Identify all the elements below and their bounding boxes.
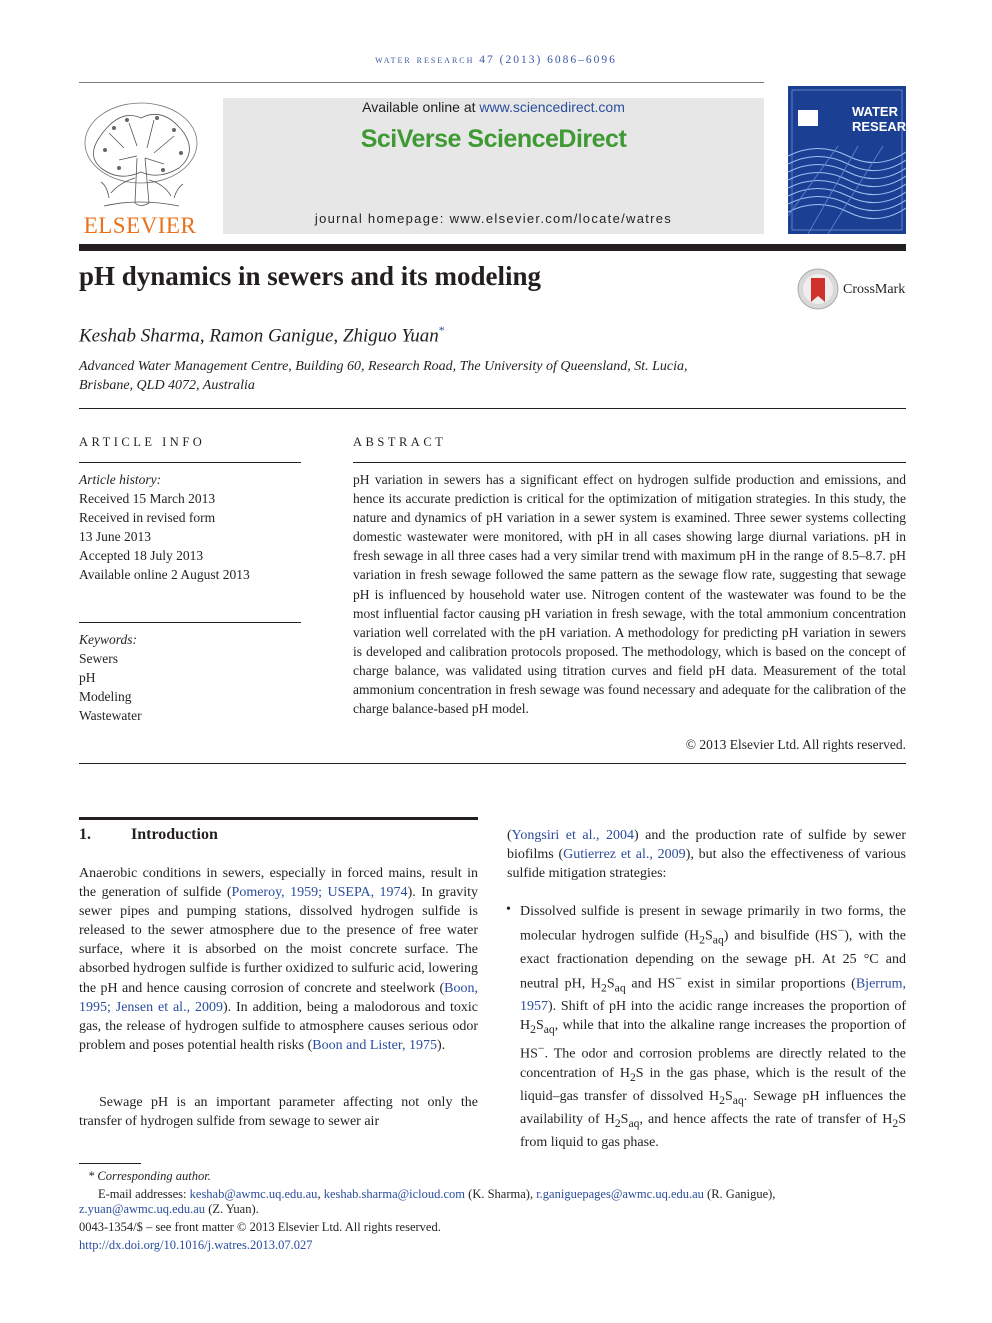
citation-link[interactable]: Boon and Lister, 1975: [312, 1037, 437, 1053]
abstract-rule: [353, 462, 906, 463]
text-run: S: [606, 976, 615, 992]
cover-title: [852, 105, 898, 119]
subscript: 2: [699, 933, 705, 947]
text-run: S in the gas phase, which is the result of the liquid–gas transfer of dissolved H: [520, 1066, 906, 1104]
author-list: [79, 323, 445, 347]
citation-link[interactable]: Bjerrum, 1957: [520, 976, 906, 1015]
text-run: ), with the exact fractionation depending on the sewage pH. At 25 °C and neutral pH, H: [520, 928, 907, 992]
text-run: S: [724, 1088, 733, 1104]
text-run: (K. Sharma),: [465, 1187, 537, 1201]
citation-link[interactable]: Gutierrez et al., 2009: [563, 847, 686, 863]
footnote-rule: [79, 1163, 141, 1164]
subscript: aq: [543, 1023, 555, 1037]
email-link[interactable]: r.ganiguepages@awmc.uq.edu.au: [536, 1187, 704, 1201]
crossmark-icon[interactable]: [797, 268, 839, 310]
elsevier-wordmark: ELSEVIER: [83, 213, 197, 238]
subscript: 2: [629, 1070, 636, 1084]
header-top-rule: [79, 82, 764, 83]
bullet-item-1: [520, 902, 906, 1152]
text-run: S: [704, 928, 713, 944]
text-run: (: [507, 828, 512, 843]
keywords-rule: [79, 622, 301, 623]
text-run: ) and the production rate of sulfide by sewer biofilms (: [507, 828, 907, 863]
article-title: pH dynamics in sewers and its modeling: [79, 261, 542, 291]
text-run: S: [535, 1018, 544, 1034]
section-title: Introduction: [131, 826, 218, 843]
text-run: E-mail addresses:: [98, 1187, 190, 1201]
subscript: aq: [628, 1116, 640, 1130]
doi-link[interactable]: http://dx.doi.org/10.1016/j.watres.2013.07.027: [79, 1238, 313, 1252]
text-run: ). In gravity sewer pipes and pumping stations, dissolved hydrogen sulfide is released to the sewer atmosphere due to the presence of free water surface, where it is absorbed on the moist concrete surface. The absorbed hydrogen sulfide is further oxidized to sulfuric acid, lowering the pH and hence causing corrosion of concrete and steelwork (: [79, 885, 478, 996]
text-run: , and hence affects the rate of transfer of H: [639, 1111, 893, 1127]
crossmark-label[interactable]: CrossMark: [843, 282, 906, 297]
article-info-rule: [79, 462, 301, 463]
email-link[interactable]: keshab.sharma@icloud.com: [323, 1187, 466, 1201]
text-run: ). Shift of pH into the acidic range increases the proportion of H: [520, 999, 906, 1034]
corresponding-mark[interactable]: *: [438, 323, 445, 337]
text-run: . The odor and corrosion problems are directly related to the concentration of H: [520, 1046, 906, 1082]
text-run: Dissolved sulfide is present in sewage primarily in two forms, the molecular hydrogen sulfide (H: [520, 904, 906, 944]
intro-paragraph-1: [79, 864, 478, 1055]
intro-paragraph-2: Sewage pH is an important parameter affecting not only the transfer of hydrogen sulfide from sewage to sewer air: [79, 1095, 478, 1130]
history-accepted: Accepted 18 July 2013: [79, 548, 204, 563]
superscript: −: [537, 1042, 545, 1056]
keyword-item: pH: [79, 670, 96, 685]
subscript: 2: [614, 1116, 621, 1130]
available-prefix: Available online at: [362, 99, 480, 115]
text-run: , while that into the alkaline range increases the proportion of HS: [520, 1018, 906, 1062]
subscript: 2: [892, 1116, 899, 1130]
keyword-item: Wastewater: [79, 708, 142, 723]
text-run: (Z. Yuan).: [205, 1202, 259, 1216]
email-link[interactable]: keshab@awmc.uq.edu.au: [189, 1187, 318, 1201]
keywords-label: Keywords:: [79, 632, 137, 647]
bullet-icon: •: [506, 902, 511, 917]
keyword-item: Modeling: [79, 689, 132, 704]
history-received: Received 15 March 2013: [79, 491, 216, 506]
corresponding-author-note: * Corresponding author.: [88, 1169, 211, 1183]
subscript: aq: [712, 933, 724, 947]
available-online-line: [223, 99, 764, 115]
text-run: S from liquid to gas phase.: [520, 1111, 906, 1150]
citation-link[interactable]: Boon, 1995; Jensen et al., 2009: [79, 980, 478, 1015]
running-head: water research 47 (2013) 6086–6096: [375, 54, 617, 66]
citation-link[interactable]: Pomeroy, 1959; USEPA, 1974: [231, 885, 408, 901]
text-run: ). In addition, being a malodorous and toxic gas, the release of hydrogen sulfide to atmosphere causes serious odor problem and poses potential health risks (: [79, 999, 478, 1053]
cover-title-line-1: WATER: [852, 104, 898, 119]
text-run: S: [620, 1111, 629, 1127]
abstract-text: pH variation in sewers has a significant effect on hydrogen sulfide production and emissions, and hence its accurate prediction is critical for the optimization of mitigation strategies. In this study, the nature and dynamics of pH variation in a sewer system is examined. Three sewer systems collecting domestic wastewater were monitored, with pH in all cases showing large diurnal variations. pH in fresh sewage in all three cases had a very similar trend with maximum pH in the range of 8.5–8.7. pH variation in fresh sewage followed the same pattern as the sewage flow rate, suggesting that sewage pH is influenced by household water use. Nitrogen content of the wastewater was found to be the most influential factor causing pH variation in fresh sewage, with the total ammonium concentration variation well correlated with the pH variation. A methodology for predicting pH variation in sewers is developed and calibration protocols proposed. The methodology, which is based on the concept of charge balance, was validated using titration curves and field pH data. Measurement of the total ammonium concentration in fresh sewage was found necessary and adequate for the calibration of the charge balance-based pH model.: [353, 472, 906, 717]
text-run: Anaerobic conditions in sewers, especially in forced mains, result in the generation of sulfide (: [79, 866, 478, 901]
text-run: ) and bisulfide (HS: [723, 928, 838, 944]
superscript: −: [837, 924, 845, 938]
email-addresses-cont: [79, 1200, 259, 1219]
authors-names: Keshab Sharma, Ramon Ganigue, Zhiguo Yuan: [79, 325, 439, 347]
superscript: −: [675, 971, 682, 985]
text-run: ), but also the effectiveness of various sulfide mitigation strategies:: [507, 847, 906, 882]
citation-link[interactable]: Yongsiri et al., 2004: [511, 828, 634, 843]
affiliation-line-1: Advanced Water Management Centre, Building 60, Research Road, The University of Queensland, St. Lucia,: [79, 359, 688, 374]
history-revised: Received in revised form: [79, 510, 216, 525]
issn-line: 0043-1354/$ – see front matter © 2013 Elsevier Ltd. All rights reserved.: [79, 1220, 441, 1234]
intro-section-rule: [79, 817, 478, 820]
sciencedirect-link[interactable]: www.sciencedirect.com: [479, 99, 625, 115]
text-run: ).: [436, 1037, 446, 1053]
sciverse-logo: SciVerse ScienceDirect: [360, 125, 627, 153]
section-number: 1.: [79, 826, 91, 843]
history-revised-date: 13 June 2013: [79, 529, 151, 544]
history-label: Article history:: [79, 472, 162, 487]
article-info-heading: ARTICLE INFO: [79, 435, 206, 449]
text-run: exist in similar proportions (: [681, 976, 856, 992]
subscript: 2: [530, 1023, 536, 1037]
subscript: 2: [601, 981, 607, 995]
subscript: 2: [719, 1093, 725, 1107]
text-run: and HS: [625, 976, 676, 992]
email-link[interactable]: z.yuan@awmc.uq.edu.au: [79, 1202, 206, 1216]
header-thick-rule: [79, 244, 906, 251]
affiliation-line-2: Brisbane, QLD 4072, Australia: [79, 378, 255, 393]
affiliation-rule: [79, 408, 906, 409]
history-available: Available online 2 August 2013: [79, 567, 250, 582]
abstract-heading: ABSTRACT: [353, 435, 447, 449]
abstract-copyright: © 2013 Elsevier Ltd. All rights reserved.: [685, 737, 906, 752]
cover-title-line-2: RESEARCH: [852, 119, 925, 134]
keyword-item: Sewers: [79, 651, 118, 666]
journal-homepage[interactable]: journal homepage: www.elsevier.com/locate/watres: [314, 211, 673, 226]
subscript: aq: [614, 981, 626, 995]
abstract-bottom-rule: [79, 763, 906, 764]
text-run: (R. Ganigue),: [703, 1187, 776, 1201]
text-run: ,: [317, 1187, 324, 1201]
text-run: . Sewage pH influences the availability of H: [520, 1088, 906, 1127]
subscript: aq: [732, 1093, 744, 1107]
intro-paragraph-3: [507, 826, 906, 883]
